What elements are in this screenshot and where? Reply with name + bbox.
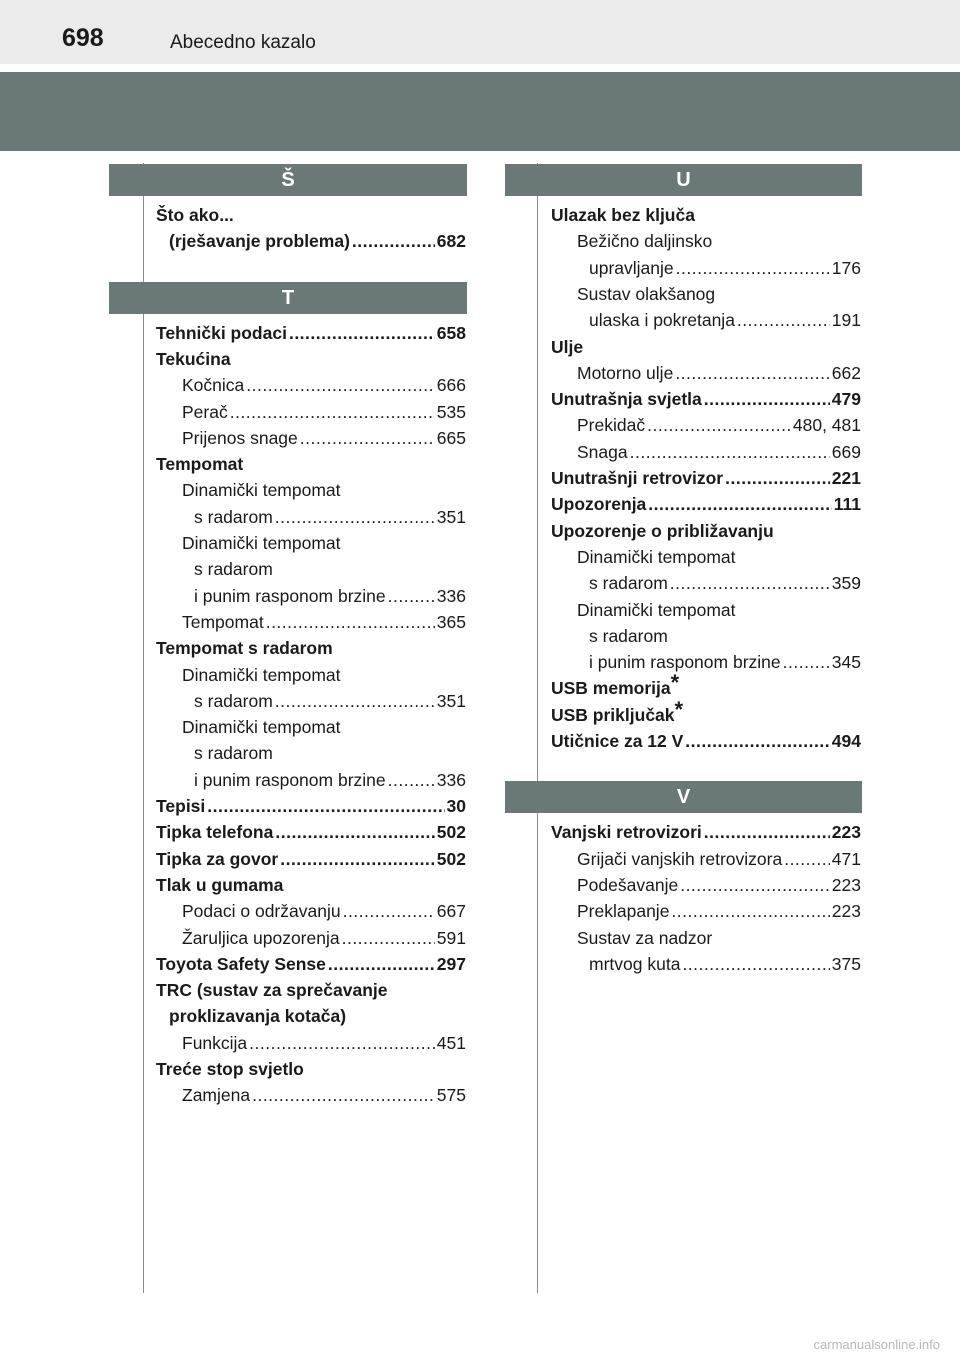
entry-text: s radarom [194, 506, 273, 527]
entry-text: Prekidač [577, 415, 646, 436]
entry-text: Toyota Safety Sense [156, 953, 326, 974]
page-ref: 479 [831, 389, 861, 410]
index-entry [156, 1056, 466, 1082]
dot-leader [249, 1030, 435, 1056]
index-entry [182, 425, 466, 451]
entry-text: Preklapanje [577, 901, 670, 922]
index-entry [551, 465, 861, 491]
index-entry [156, 977, 466, 1003]
entry-text: Upozorenja [551, 494, 647, 515]
index-entry [194, 688, 466, 714]
dot-leader [328, 951, 435, 977]
index-entry [551, 696, 861, 728]
index-entry [156, 846, 466, 872]
index-entry [577, 925, 861, 951]
index-entry [551, 491, 861, 517]
index-entry [156, 872, 466, 898]
dot-leader [671, 898, 829, 924]
index-entry [194, 740, 466, 766]
entry-text: Kočnica [182, 375, 245, 396]
section-header-v: V [505, 781, 862, 813]
index-entry [577, 439, 861, 465]
dot-leader [630, 439, 830, 465]
page-ref: 351 [436, 690, 466, 711]
dot-leader [704, 819, 830, 845]
entry-text: Podešavanje [577, 874, 679, 895]
entry-text: Zamjena [182, 1085, 251, 1106]
entry-text: mrtvog kuta [589, 953, 681, 974]
page-ref: 480, 481 [792, 415, 861, 436]
index-entry [577, 898, 861, 924]
entry-text: Tepisi [156, 796, 206, 816]
dot-leader [280, 846, 435, 872]
page-ref: 336 [436, 769, 466, 790]
page-ref: 223 [831, 822, 861, 843]
page-ref: 359 [831, 573, 861, 594]
dot-leader [388, 583, 435, 609]
page-ref: 667 [436, 901, 466, 922]
dot-leader [784, 846, 830, 872]
index-entry [156, 819, 466, 845]
entry-text: Upozorenje o približavanju [551, 520, 774, 541]
index-entry [182, 898, 466, 924]
dot-leader [676, 255, 830, 281]
index-entry [589, 255, 861, 281]
page-ref: 494 [831, 731, 861, 751]
dot-leader [252, 1082, 435, 1108]
entry-text: Utičnice za 12 V [551, 731, 684, 751]
page-ref: 666 [436, 375, 466, 396]
index-entry [577, 872, 861, 898]
index-entry [182, 714, 466, 740]
index-entry [589, 307, 861, 333]
entry-text: (rješavanje problema) [169, 231, 350, 252]
entry-text: Unutrašnji retrovizor [551, 468, 724, 488]
page-ref: 471 [831, 848, 861, 869]
page-ref: 669 [831, 441, 861, 462]
entry-text: Ulje [551, 336, 584, 357]
page-ref: 365 [436, 611, 466, 632]
dot-leader [648, 491, 831, 517]
entry-text: Funkcija [182, 1032, 248, 1053]
dot-leader [783, 649, 830, 675]
index-entry [182, 477, 466, 503]
dot-leader [343, 898, 435, 924]
index-entry [156, 202, 466, 228]
page-ref: 221 [831, 468, 861, 488]
entry-text: upravljanje [589, 257, 674, 278]
section-header-u: U [505, 164, 862, 196]
index-entry [551, 819, 861, 845]
dot-leader [725, 465, 830, 491]
page-ref: 191 [831, 310, 861, 331]
entry-text: s radarom [194, 690, 273, 711]
dot-leader [275, 504, 435, 530]
entry-text: Tipka za govor [156, 848, 279, 869]
index-entry [551, 202, 861, 228]
entry-text: Tekućina [156, 348, 231, 369]
dot-leader [388, 767, 435, 793]
page-ref: 682 [436, 231, 466, 252]
page-ref: 345 [831, 652, 861, 673]
index-entry [577, 544, 861, 570]
index-entry [194, 556, 466, 582]
dot-leader [275, 688, 435, 714]
page-ref: 336 [436, 585, 466, 606]
page-ref: 176 [831, 257, 861, 278]
entry-text: Snaga [577, 441, 628, 462]
section-header-š: Š [109, 164, 467, 196]
page-ref: 223 [831, 874, 861, 895]
footnote-star: * [674, 696, 684, 722]
page-ref: 111 [833, 494, 861, 515]
entry-text: Ulazak bez ključa [551, 205, 695, 225]
index-entry [182, 399, 466, 425]
index-entry [589, 649, 861, 675]
entry-text: Unutrašnja svjetla [551, 389, 702, 410]
index-entry [156, 793, 466, 819]
dot-leader [352, 228, 435, 254]
page-ref: 451 [436, 1032, 466, 1053]
index-entry [577, 281, 861, 307]
page-ref: 502 [436, 848, 466, 869]
entry-text: Tempomat s radarom [156, 638, 333, 659]
entry-text: Prijenos snage [182, 427, 298, 448]
index-entry [577, 228, 861, 254]
page-ref: 502 [436, 822, 466, 843]
entry-text: Tehnički podaci [156, 322, 287, 343]
index-entry [589, 570, 861, 596]
entry-text: Motorno ulje [577, 362, 674, 383]
dot-leader [682, 951, 829, 977]
entry-text: Dinamički tempomat [182, 480, 341, 501]
dot-leader [737, 307, 830, 333]
index-entry [182, 662, 466, 688]
entry-text: i punim rasponom brzine [194, 585, 386, 606]
page-ref: 591 [436, 927, 466, 948]
entry-text: i punim rasponom brzine [194, 769, 386, 790]
entry-text: Žaruljica upozorenja [182, 927, 340, 948]
index-entry [194, 583, 466, 609]
index-entry [182, 530, 466, 556]
entry-text: Tempomat [182, 611, 264, 632]
entry-text: Treće stop svjetlo [156, 1059, 304, 1079]
page-ref: 535 [436, 401, 466, 422]
entry-text: s radarom [194, 559, 273, 580]
watermark: carmanualsonline.info [813, 1337, 940, 1352]
page-ref: 575 [436, 1085, 466, 1106]
index-entry [169, 228, 466, 254]
entry-text: Tempomat [156, 454, 244, 475]
index-entry [551, 334, 861, 360]
index-entry [194, 767, 466, 793]
decorative-band [0, 72, 960, 151]
entry-text: i punim rasponom brzine [589, 652, 781, 673]
entry-text: USB memorija [551, 678, 671, 699]
index-entry [156, 635, 466, 661]
dot-leader [685, 728, 830, 754]
entry-text: Dinamički tempomat [182, 533, 341, 553]
dot-leader [675, 360, 829, 386]
page-ref: 665 [436, 427, 466, 448]
footnote-star: * [670, 670, 680, 696]
entry-text: Podaci o održavanju [182, 901, 341, 922]
entry-text: Dinamički tempomat [182, 664, 341, 685]
index-entry [551, 386, 861, 412]
entry-text: Sustav olakšanog [577, 283, 716, 304]
index-entry [156, 346, 466, 372]
page-ref: 297 [436, 953, 466, 974]
page-ref: 30 [446, 796, 466, 816]
index-entry [156, 320, 466, 346]
index-entry [182, 925, 466, 951]
page-ref: 223 [831, 901, 861, 922]
dot-leader [289, 320, 435, 346]
entry-text: s radarom [194, 743, 273, 764]
entry-text: TRC (sustav za sprečavanje [156, 980, 388, 1001]
index-entry [194, 504, 466, 530]
index-entry [156, 451, 466, 477]
dot-leader [230, 399, 435, 425]
index-entry [182, 372, 466, 398]
index-entry [577, 412, 861, 438]
dot-leader [266, 609, 435, 635]
dot-leader [342, 925, 435, 951]
section-header-t: T [109, 282, 467, 314]
column-divider [537, 163, 538, 1293]
page-ref: 351 [436, 506, 466, 527]
entry-text: Što ako... [156, 205, 234, 225]
entry-text: Sustav za nadzor [577, 927, 713, 948]
page-number: 698 [62, 24, 104, 52]
index-entry [182, 1082, 466, 1108]
index-entry [551, 518, 861, 544]
index-entry [577, 597, 861, 623]
entry-text: s radarom [589, 573, 668, 594]
entry-text: Perač [182, 401, 228, 422]
entry-text: Bežično daljinsko [577, 231, 713, 252]
dot-leader [670, 570, 830, 596]
entry-text: Tlak u gumama [156, 874, 284, 895]
index-entry [156, 951, 466, 977]
index-entry [589, 951, 861, 977]
index-entry [551, 670, 861, 701]
index-entry [182, 1030, 466, 1056]
dot-leader [704, 386, 830, 412]
dot-leader [275, 819, 434, 845]
index-entry [551, 728, 861, 754]
entry-text: ulaska i pokretanja [589, 310, 735, 331]
entry-text: Dinamički tempomat [577, 599, 736, 620]
dot-leader [207, 793, 444, 819]
page-ref: 662 [831, 362, 861, 383]
entry-text: USB priključak [551, 704, 675, 725]
dot-leader [647, 412, 791, 438]
column-divider [143, 163, 144, 1293]
index-entry [589, 623, 861, 649]
header-bar [0, 0, 960, 64]
dot-leader [680, 872, 830, 898]
entry-text: Dinamički tempomat [577, 546, 736, 567]
entry-text: Tipka telefona [156, 822, 274, 843]
entry-text: Dinamički tempomat [182, 717, 341, 738]
index-entry [577, 360, 861, 386]
entry-text: Grijači vanjskih retrovizora [577, 848, 783, 869]
index-entry [182, 609, 466, 635]
index-entry [577, 846, 861, 872]
page-ref: 658 [436, 322, 466, 343]
dot-leader [300, 425, 435, 451]
entry-text: s radarom [589, 625, 668, 646]
page-ref: 375 [831, 953, 861, 974]
entry-text: Vanjski retrovizori [551, 822, 702, 843]
entry-text: proklizavanja kotača) [169, 1006, 347, 1027]
dot-leader [246, 372, 435, 398]
page-title: Abecedno kazalo [170, 32, 316, 53]
index-entry [169, 1003, 466, 1029]
